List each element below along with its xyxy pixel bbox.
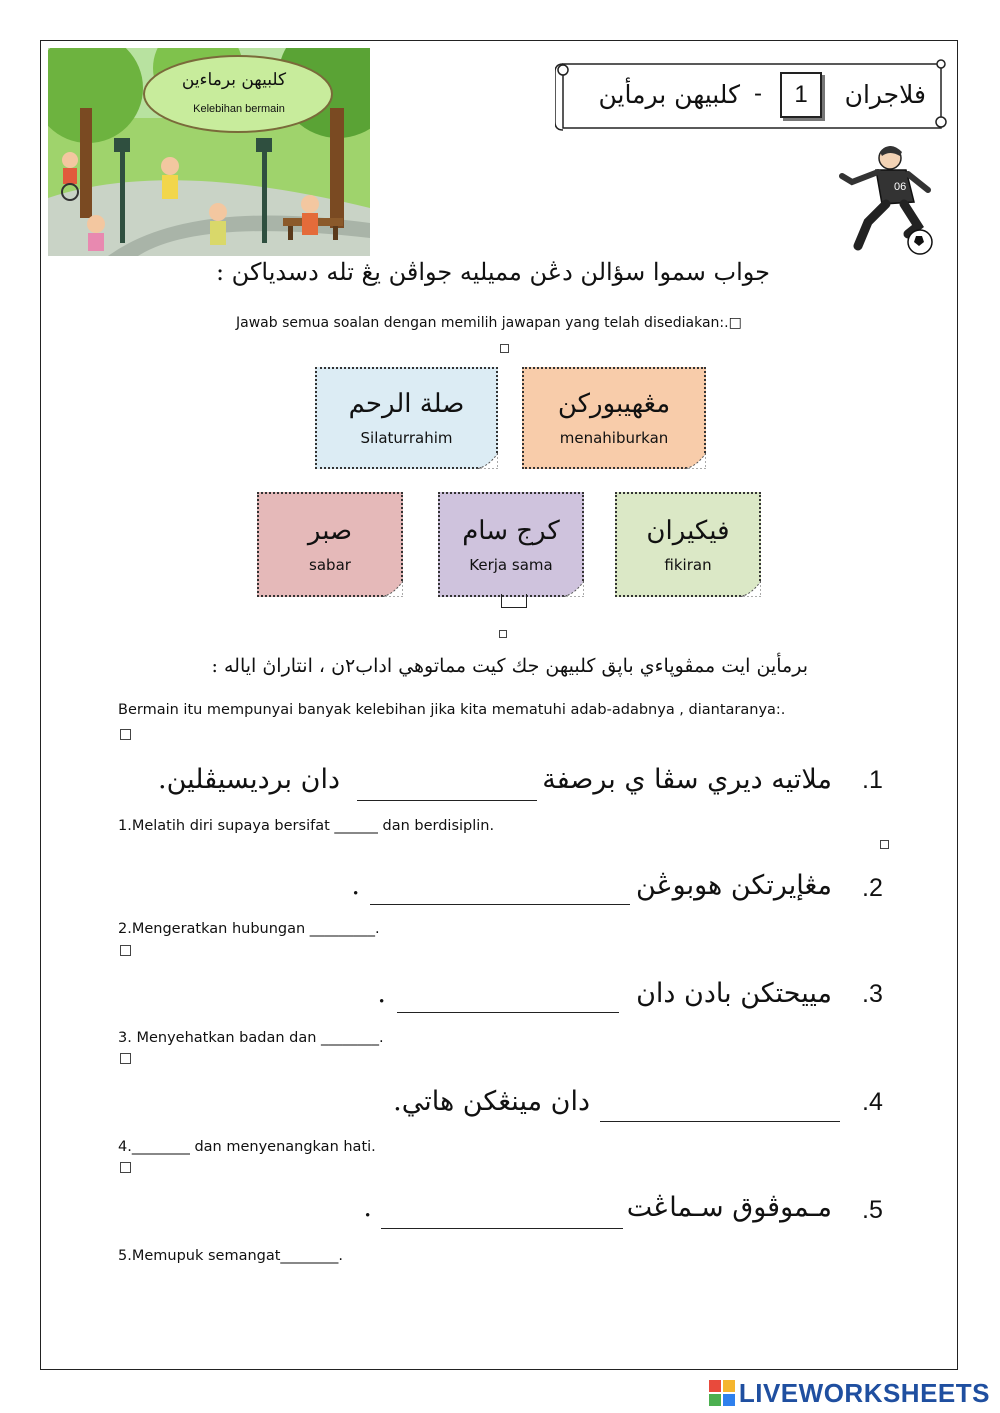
question-5-arabic-end: . bbox=[363, 1192, 372, 1223]
question-2-arabic-end: . bbox=[351, 870, 360, 901]
card-malay: sabar bbox=[309, 555, 351, 574]
intro-arabic: برمأين ايت ممڤوڽاءي باڽق كلبيهن جك كيت مماتوهي اداب٢ن ، انتاراڽ اياله : bbox=[211, 655, 808, 677]
card-arabic: صلة الرحم bbox=[348, 389, 465, 419]
question-5-malay: 5.Memupuk semangat________. bbox=[118, 1248, 344, 1264]
drop-slot[interactable] bbox=[501, 594, 527, 608]
banner-title-malay: Kelebihan bermain bbox=[193, 103, 285, 115]
checkbox-marker bbox=[880, 840, 889, 849]
instruction-malay: Jawab semua soalan dengan memilih jawapan yang telah disediakan:.□ bbox=[236, 315, 742, 331]
lesson-separator: - bbox=[754, 80, 762, 107]
intro-malay: Bermain itu mempunyai banyak kelebihan jika kita mematuhi adab-adabnya , diantaranya:. bbox=[118, 702, 786, 718]
answer-card-fikiran[interactable] bbox=[615, 492, 761, 597]
card-malay: Kerja sama bbox=[469, 555, 553, 574]
question-4-arabic-end: دان مينڠكن هاتي. bbox=[393, 1086, 590, 1117]
page-curl-icon bbox=[684, 453, 706, 469]
card-malay: menahiburkan bbox=[559, 429, 669, 447]
checkbox-marker bbox=[120, 1053, 131, 1064]
question-1-malay: 1.Melatih diri supaya bersifat ______ dan berdisiplin. bbox=[118, 818, 495, 834]
question-2-answer-blank[interactable] bbox=[370, 904, 630, 905]
question-1-arabic-start: ملاتيه ديري سڤا ي برصفة bbox=[542, 764, 832, 795]
card-malay: fikiran bbox=[664, 555, 712, 574]
liveworksheets-logo[interactable] bbox=[709, 1378, 990, 1408]
question-4-answer-blank[interactable] bbox=[600, 1121, 840, 1122]
question-3-number: .3 bbox=[862, 980, 883, 1008]
soccer-player-illustration bbox=[838, 142, 938, 257]
instruction-arabic: جواب سموا سؤالن دڠن مميليه جواڤن يڠ تله دسدياكن : bbox=[215, 258, 770, 286]
checkbox-marker bbox=[500, 344, 509, 353]
card-arabic: كرج سام bbox=[462, 515, 560, 546]
liveworksheets-icon bbox=[709, 1380, 735, 1406]
question-1-number: .1 bbox=[862, 766, 883, 794]
question-2-number: .2 bbox=[862, 874, 883, 902]
question-3-answer-blank[interactable] bbox=[397, 1012, 619, 1013]
question-5-number: .5 bbox=[862, 1196, 883, 1224]
question-1-arabic-end: دان برديسيڤلين. bbox=[158, 764, 340, 795]
svg-text:06: 06 bbox=[894, 181, 907, 193]
card-arabic: فيكيران bbox=[646, 515, 730, 546]
page-curl-icon bbox=[381, 581, 403, 597]
page-curl-icon bbox=[739, 581, 761, 597]
question-3-arabic-start: مييحتكن بادن دان bbox=[636, 978, 832, 1009]
card-arabic: صبر bbox=[307, 515, 353, 546]
answer-card-menghiburkan[interactable] bbox=[522, 367, 706, 469]
question-3-arabic-end: . bbox=[377, 978, 386, 1009]
card-malay: Silaturrahim bbox=[360, 429, 453, 447]
question-2-arabic-start: مڠإيرتكن هوبوڠن bbox=[635, 870, 832, 901]
page-curl-icon bbox=[562, 581, 584, 597]
page-curl-icon bbox=[476, 453, 498, 469]
checkbox-marker bbox=[499, 630, 507, 638]
footer-brand: LIVEWORKSHEETS bbox=[738, 1377, 990, 1408]
question-4-malay: 4.________ dan menyenangkan hati. bbox=[118, 1139, 376, 1155]
banner-title-arabic: كلبيهن برماءين bbox=[181, 70, 287, 90]
question-2-malay: 2.Mengeratkan hubungan _________. bbox=[118, 921, 380, 937]
answer-card-sabar[interactable] bbox=[257, 492, 403, 597]
question-1-answer-blank[interactable] bbox=[357, 800, 537, 801]
lesson-title: كلبيهن برمأين bbox=[598, 80, 740, 109]
question-4-number: .4 bbox=[862, 1088, 883, 1116]
answer-card-kerja-sama[interactable] bbox=[438, 492, 584, 597]
checkbox-marker bbox=[120, 945, 131, 956]
checkbox-marker bbox=[120, 729, 131, 740]
lesson-label: فلاجران bbox=[844, 80, 926, 109]
question-5-arabic-start: مـموڤوق سـماڠت bbox=[626, 1192, 832, 1223]
question-3-malay: 3. Menyehatkan badan dan ________. bbox=[118, 1030, 384, 1046]
checkbox-marker bbox=[120, 1162, 131, 1173]
card-arabic: مڠهيبوركن bbox=[557, 389, 671, 419]
question-5-answer-blank[interactable] bbox=[381, 1228, 623, 1229]
lesson-number: 1 bbox=[780, 72, 822, 118]
answer-card-silaturrahim[interactable] bbox=[315, 367, 498, 469]
park-illustration bbox=[48, 48, 370, 256]
